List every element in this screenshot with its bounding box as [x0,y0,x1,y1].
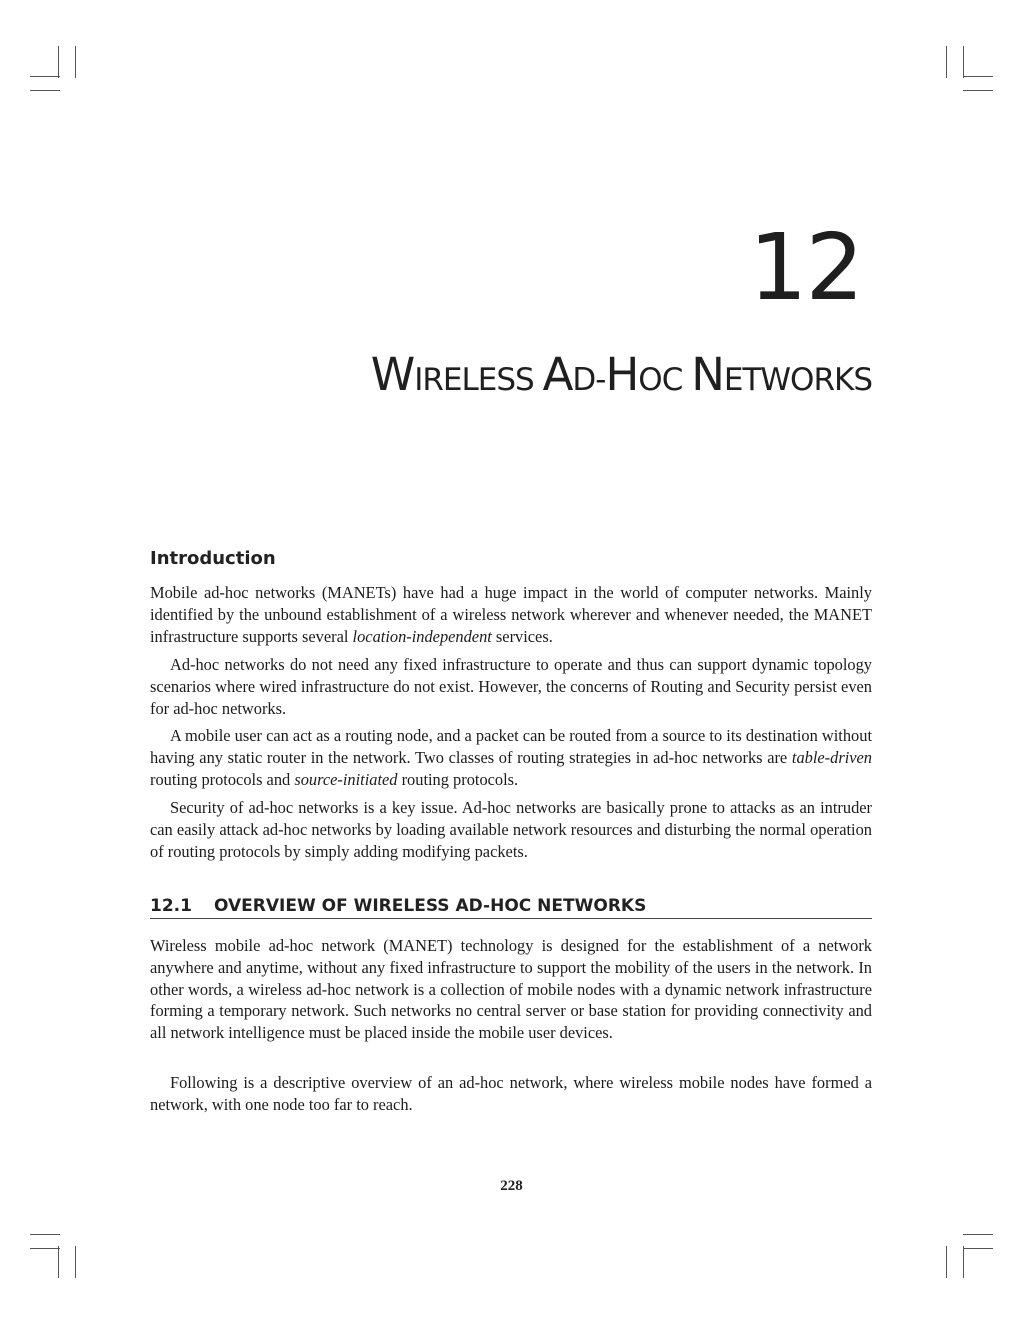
introduction-heading: Introduction [150,548,276,569]
title-word-1: WIRELESS [370,348,543,401]
intro-paragraph-1: Mobile ad-hoc networks (MANETs) have had a huge impact in the world of computer networks. Mainly identified by the unbound establishment of a wireless network wherever and whenever needed, the MANET infrastructure supports several location-independent services. [150,583,872,646]
intro-paragraph-2: Ad-hoc networks do not need any fixed infrastructure to operate and thus can support dynamic topology scenarios where wired infrastructure do not exist. However, the concerns of Routing and Security persist even for ad-hoc networks. [150,655,872,718]
section-paragraph-2: Following is a descriptive overview of an ad-hoc network, where wireless mobile nodes have formed a network, with one node too far to reach. [150,1073,872,1114]
intro-paragraph-4: Security of ad-hoc networks is a key issue. Ad-hoc networks are basically prone to attacks as an intruder can easily attack ad-hoc networks by loading available network resources and disturbing the normal operation of routing protocols by simply adding modifying packets. [150,798,872,861]
intro-paragraph-3: A mobile user can act as a routing node, and a packet can be routed from a source to its destination without having any static router in the network. Two classes of routing strategies in ad-hoc networks are table-driven routing protocols and source-initiated routing protocols. [150,726,872,789]
title-word-3: HOC [605,348,692,401]
section-number: 12.1 [150,896,192,916]
section-paragraph-1: Wireless mobile ad-hoc network (MANET) technology is designed for the establishment of a network anywhere and anytime, without any fixed infrastructure to support the mobility of the users in the network. In other words, a wireless ad-hoc network is a collection of mobile nodes with a dynamic network infrastructure forming a temporary network. Such networks no central server or base station for providing connectivity and all network intelligence must be placed inside the mobile user devices. [150,936,872,1043]
title-word-2: AD- [542,348,606,401]
section-heading [150,896,872,919]
page-number: 228 [500,1178,523,1194]
chapter-number: 12 [748,214,862,321]
section-title: OVERVIEW OF WIRELESS AD-HOC NETWORKS [214,896,647,916]
title-word-4: NETWORKS [691,348,872,401]
chapter-title [150,348,872,401]
